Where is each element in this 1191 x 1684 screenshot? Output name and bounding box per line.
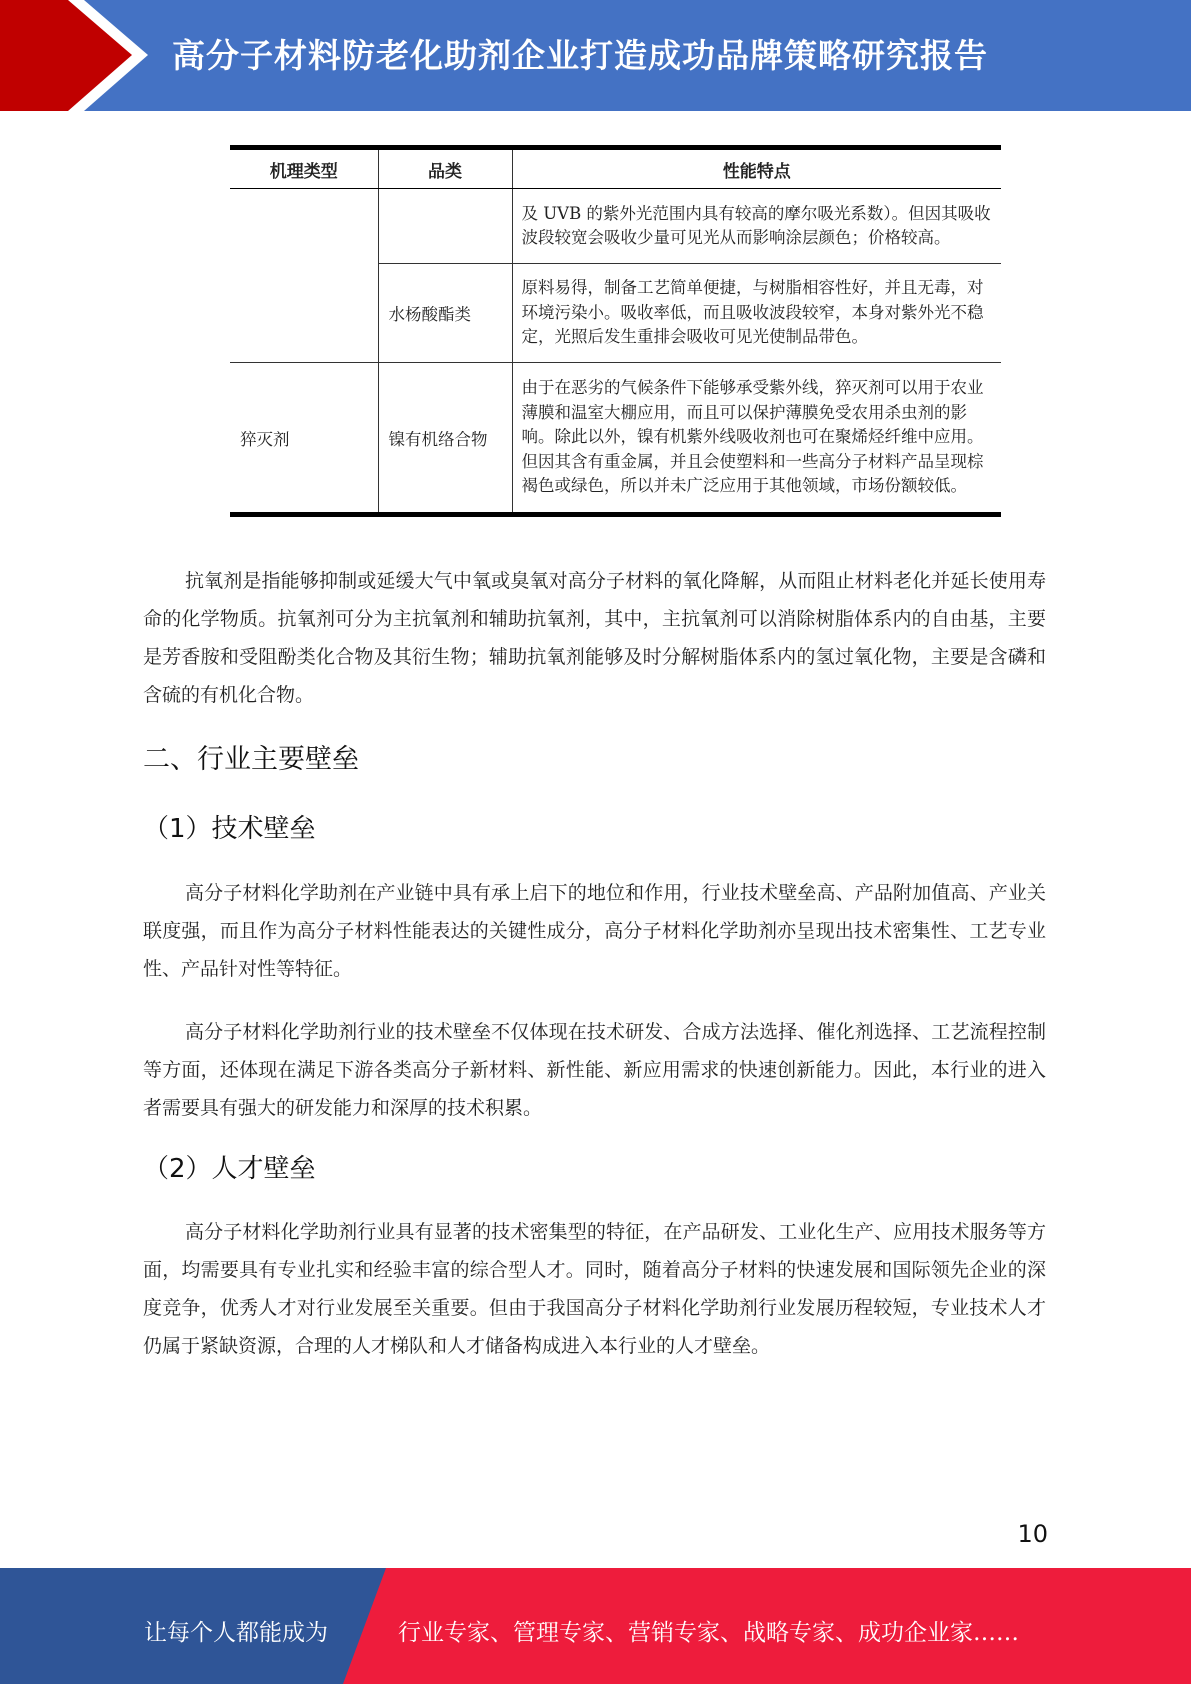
features-cell: 由于在恶劣的气候条件下能够承受紫外线，猝灭剂可以用于农业薄膜和温室大棚应用，而且可以保护薄膜免受农用杀虫剂的影响。除此以外，镍有机紫外线吸收剂也可在聚烯烃纤维中应用。但因其含有重金属，并且会使塑料和一些高分子材料产品呈现棕褐色或绿色，所以并未广泛应用于其他领域，市场份额较低。 <box>512 363 1001 515</box>
features-cell: 及 UVB 的紫外光范围内具有较高的摩尔吸光系数）。但因其吸收波段较宽会吸收少量可见光从而影响涂层颜色；价格较高。 <box>512 189 1001 264</box>
talent-barrier-paragraph: 高分子材料化学助剂行业具有显著的技术密集型的特征，在产品研发、工业化生产、应用技术服务等方面，均需要具有专业扎实和经验丰富的综合型人才。同时，随着高分子材料的快速发展和国际领先企业的深度竞争，优秀人才对行业发展至关重要。但由于我国高分子材料化学助剂行业发展历程较短，专业技术人才仍属于紧缺资源，合理的人才梯队和人才储备构成进入本行业的人才壁垒。 <box>143 1221 1046 1357</box>
antioxidant-paragraph: 抗氧剂是指能够抑制或延缓大气中氧或臭氧对高分子材料的氧化降解，从而阻止材料老化并延长使用寿命的化学物质。抗氧剂可分为主抗氧剂和辅助抗氧剂，其中，主抗氧剂可以消除树脂体系内的自由基，主要是芳香胺和受阻酚类化合物及其衍生物；辅助抗氧剂能够及时分解树脂体系内的氢过氧化物，主要是含磷和含硫的有机化合物。 <box>143 570 1046 706</box>
mechanism-cell <box>230 264 378 363</box>
tech-barrier-paragraph-1: 高分子材料化学助剂在产业链中具有承上启下的地位和作用，行业技术壁垒高、产品附加值高、产业关联度强，而且作为高分子材料性能表达的关键性成分，高分子材料化学助剂亦呈现出技术密集性、工艺专业性、产品针对性等特征。 <box>143 882 1046 980</box>
table-row <box>230 189 1001 264</box>
column-header-mechanism: 机理类型 <box>230 148 378 189</box>
footer-slogan-right: 行业专家、管理专家、营销专家、战略专家、成功企业家…… <box>398 1620 1019 1646</box>
mechanism-cell <box>230 189 378 264</box>
header-banner <box>0 0 1191 111</box>
table-row <box>230 264 1001 363</box>
tech-barrier-paragraph-2: 高分子材料化学助剂行业的技术壁垒不仅体现在技术研发、合成方法选择、催化剂选择、工艺流程控制等方面，还体现在满足下游各类高分子新材料、新性能、新应用需求的快速创新能力。因此，本行业的进入者需要具有强大的研发能力和深厚的技术积累。 <box>143 1021 1046 1119</box>
category-cell <box>378 189 512 264</box>
table-row <box>230 363 1001 515</box>
column-header-features: 性能特点 <box>512 148 1001 189</box>
footer-banner <box>0 1568 1191 1684</box>
mechanism-cell: 猝灭剂 <box>230 363 378 515</box>
subsection-heading-tech: （1）技术壁垒 <box>143 814 316 844</box>
features-cell: 原料易得，制备工艺简单便捷，与树脂相容性好，并且无毒，对环境污染小。吸收率低，而且吸收波段较窄，本身对紫外光不稳定，光照后发生重排会吸收可见光使制品带色。 <box>512 264 1001 363</box>
section-heading: 二、行业主要壁垒 <box>143 744 359 775</box>
footer-slogan-left: 让每个人都能成为 <box>144 1620 328 1646</box>
report-title: 高分子材料防老化助剂企业打造成功品牌策略研究报告 <box>172 36 988 75</box>
category-cell: 水杨酸酯类 <box>378 264 512 363</box>
table-header-row <box>230 148 1001 189</box>
subsection-heading-talent: （2）人才壁垒 <box>143 1154 316 1184</box>
page-number: 10 <box>1017 1520 1048 1548</box>
category-cell: 镍有机络合物 <box>378 363 512 515</box>
column-header-category: 品类 <box>378 148 512 189</box>
uv-absorber-table <box>230 145 1001 517</box>
